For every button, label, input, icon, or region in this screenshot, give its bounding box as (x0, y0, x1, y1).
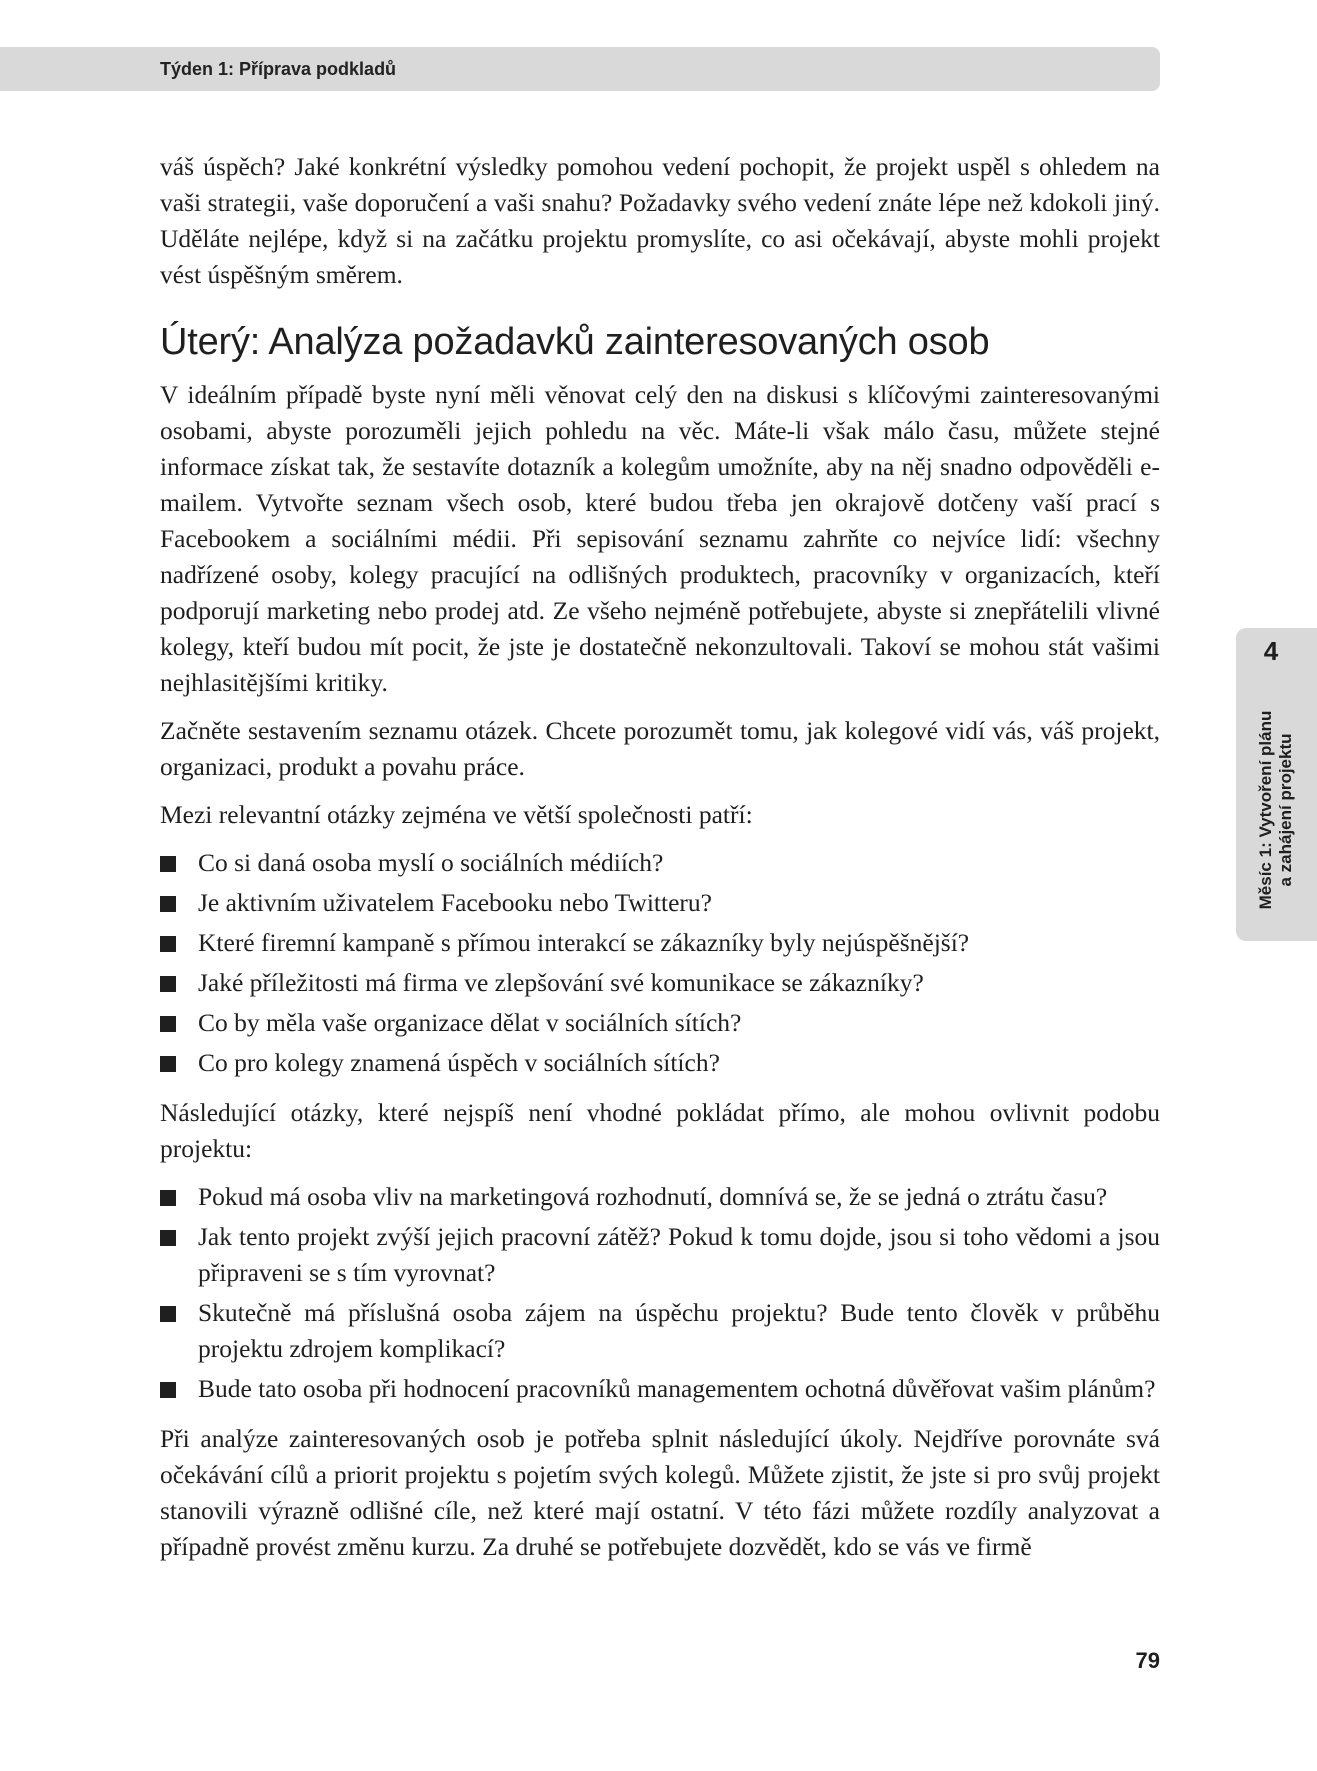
running-header-title: Týden 1: Příprava podkladů (160, 59, 397, 79)
list-item: Skutečně má příslušná osoba zájem na úspěchu projektu? Bude tento člověk v průběhu projektu zdrojem komplikací? (160, 1295, 1160, 1367)
bullet-square-icon (160, 1306, 176, 1322)
list-item: Co by měla vaše organizace dělat v sociálních sítích? (160, 1005, 1160, 1041)
list-item: Co si daná osoba myslí o sociálních médiích? (160, 845, 1160, 881)
paragraph: Následující otázky, které nejspíš není vhodné pokládat přímo, ale mohou ovlivnit podobu projektu: (160, 1098, 1160, 1163)
bullet-square-icon (160, 1190, 176, 1206)
paragraph: Mezi relevantní otázky zejména ve větší společnosti patří: (160, 800, 753, 829)
bullet-square-icon (160, 1016, 176, 1032)
bullet-square-icon (160, 1056, 176, 1072)
paragraph: Začněte sestavením seznamu otázek. Chcete porozumět tomu, jak kolegové vidí vás, váš projekt, organizaci, produkt a povahu práce. (160, 716, 1160, 781)
paragraph: Při analýze zainteresovaných osob je potřeba splnit následující úkoly. Nejdříve porovnáte svá očekávání cílů a priorit projektu s pojetím svých kolegů. Můžete zjistit, že jste si pro svůj projekt stanovili výrazně odlišné cíle, než které mají ostatní. V této fázi můžete rozdíly analyzovat a případně provést změnu kurzu. Za druhé se potřebujete dozvědět, kdo se vás ve firmě (160, 1424, 1160, 1561)
list-item: Pokud má osoba vliv na marketingová rozhodnutí, domnívá se, že se jedná o ztrátu času? (160, 1179, 1160, 1215)
question-list-indirect (160, 1179, 1160, 1407)
bullet-square-icon (160, 896, 176, 912)
bullet-square-icon (160, 856, 176, 872)
bullet-square-icon (160, 936, 176, 952)
list-item: Je aktivním uživatelem Facebooku nebo Twitteru? (160, 885, 1160, 921)
chapter-number: 4 (1263, 636, 1279, 666)
list-item: Co pro kolegy znamená úspěch v sociálních sítích? (160, 1045, 1160, 1081)
intro-paragraph: váš úspěch? Jaké konkrétní výsledky pomohou vedení pochopit, že projekt uspěl s ohledem na vaši strategii, vaše doporučení a vaši snahu? Požadavky svého vedení znáte lépe než kdokoli jiný. Uděláte nejlépe, když si na začátku projektu promyslíte, co asi očekávají, abyste mohli projekt vést úspěšným směrem. (160, 152, 1160, 289)
list-item: Které firemní kampaně s přímou interakcí se zákazníky byly nejúspěšnější? (160, 925, 1160, 961)
chapter-title-line: Měsíc 1: Vytvoření plánu (1256, 710, 1275, 910)
bullet-square-icon (160, 1230, 176, 1246)
page-content (160, 149, 1160, 1577)
section-heading: Úterý: Analýza požadavků zainteresovaných osob (160, 321, 990, 363)
paragraph: V ideálním případě byste nyní měli věnovat celý den na diskusi s klíčovými zainteresovanými osobami, abyste porozuměli jejich pohledu na věc. Máte-li však málo času, můžete stejné informace získat tak, že sestavíte dotazník a kolegům umožníte, aby na něj snadno odpověděli e-mailem. Vytvořte seznam všech osob, které budou třeba jen okrajově dotčeny vaší prací s Facebookem a sociálními médii. Při sepisování seznamu zahrňte co nejvíce lidí: všechny nadřízené osoby, kolegy pracující na odlišných produktech, pracovníky v organizacích, kteří podporují marketing nebo prodej atd. Ze všeho nejméně potřebujete, abyste si znepřátelili vlivné kolegy, kteří budou mít pocit, že jste je dostatečně nekonzultovali. Takoví se mohou stát vašimi nejhlasitějšími kritiky. (160, 380, 1160, 697)
list-item: Bude tato osoba při hodnocení pracovníků managementem ochotná důvěřovat vašim plánům? (160, 1371, 1160, 1407)
page-number: 79 (1135, 1648, 1160, 1673)
list-item: Jaké příležitosti má firma ve zlepšování své komunikace se zákazníky? (160, 965, 1160, 1001)
bullet-square-icon (160, 1382, 176, 1398)
question-list-relevant (160, 845, 1160, 1081)
bullet-square-icon (160, 976, 176, 992)
chapter-title-line: a zahájení projektu (1276, 733, 1295, 887)
chapter-title (1256, 711, 1296, 910)
list-item: Jak tento projekt zvýší jejich pracovní zátěž? Pokud k tomu dojde, jsou si toho vědomi a jsou připraveni se s tím vyrovnat? (160, 1219, 1160, 1291)
